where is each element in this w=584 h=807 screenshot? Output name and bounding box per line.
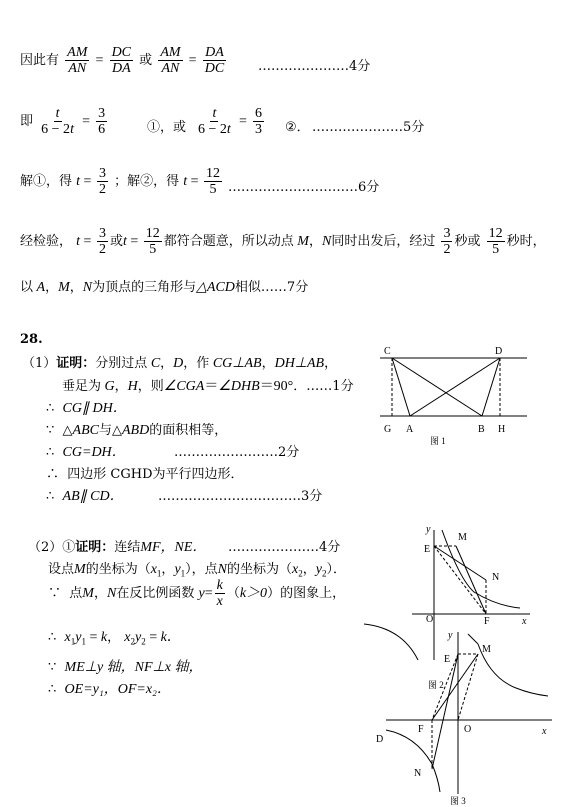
label-x: x [522,616,527,627]
text: ；解②，得 [114,174,180,189]
text: 或 [139,53,153,68]
text: ），点 [185,562,218,577]
label-m: M [458,532,467,543]
text: ①，或 [147,120,187,135]
symbol: ∵ [48,660,57,675]
part1-line1: （1）证明：分别过点 C，D，作 CG⊥AB，DH⊥AB， [22,356,338,371]
label-h: H [498,424,506,435]
dots: ………………… [258,59,349,74]
line-cb [392,358,482,416]
label-n: N [414,768,422,779]
part2-line2: 设点M的坐标为（$x_1$，$y_1$），点N的坐标为（$x_2$，$y_2$）． [48,562,346,579]
fraction-3-6: $\frac{3}{6}$ [98,106,106,137]
label-o: O [426,614,434,625]
label-d: D [376,734,384,745]
text: 经检验， [20,234,73,249]
symbol: ∴ [48,630,57,645]
text: 秒时， [506,234,546,249]
label-n: N [492,572,500,583]
text: （1） [22,356,57,371]
text: 秒或 [454,234,481,249]
part2-line4: ∴ $x_1y_1 = k$， $x_2y_2 = k$． [48,630,181,647]
part1-line2: 垂足为 G，H，则∠CGA＝∠DHB＝90°．……1分 [62,379,354,394]
text: 四边形 CGHD为平行四边形． [67,467,244,482]
text: 在反比例函数 [116,586,195,601]
text: 点 [69,586,83,601]
dots: …………………………… [158,489,301,504]
label-c: C [384,346,391,357]
text: 为顶点的三角形与 [92,280,197,295]
score-line-5 [312,116,424,135]
label-y: y [426,524,431,535]
text: 相似……7分 [234,280,309,295]
text: CG=DH． [62,445,126,460]
score: 2分 [278,445,300,460]
part1-line6 [46,463,244,482]
part1-line5 [46,441,126,461]
text: △ [62,423,73,438]
text: 同时出发后，经过 [331,234,436,249]
text: 因此有 [20,53,60,68]
text: 的坐标为（ [227,562,293,577]
symbol: ∴ [46,467,60,482]
line-solutions: 解①，得 t = $\frac{3}{2}$ ；解②，得 t = $\frac{12}{5}$ [20,166,221,197]
text: 解①，得 [20,174,73,189]
caption-fig1: 图 1 [430,436,446,446]
line-ca [392,358,410,416]
score: 3分 [301,489,323,504]
text: 设点 [48,562,75,577]
label-o: O [464,724,472,735]
part2-line1 [28,536,206,556]
text: ， [324,356,338,371]
symbol: ∴ [48,682,57,697]
score: 6分 [358,180,380,195]
label-b: B [478,424,485,435]
symbol: ∴ [46,445,55,460]
score: 5分 [403,120,425,135]
fraction-3-2: $\frac{3}{2}$ [98,166,106,197]
label-g: G [384,424,392,435]
fraction-t-2: $\frac{t}{6 - 2t}$ [198,106,231,137]
label-a: A [406,424,414,435]
part2-line5 [48,656,202,676]
text: 与△ [99,423,122,438]
fraction-dc-da: $\frac{DC}{DA}$ [111,45,132,76]
fraction-da-dc: $\frac{DA}{DC}$ [204,45,225,76]
dots: ………………… [228,540,319,555]
question-number: 28. [20,332,43,347]
fraction-k-x: $\frac{k}{x}$ [216,578,223,609]
fraction-am-an-2: $\frac{AM}{AN}$ [160,45,181,76]
text: AB∥ CD． [62,489,124,504]
score: 4分 [319,540,341,555]
fraction-12-5-b: $\frac{12}{5}$ [145,226,160,257]
fraction-6-3: $\frac{6}{3}$ [254,106,262,137]
line-proportion: 因此有 $\frac{AM}{AN}$ = $\frac{DC}{DA}$ 或 $\frac{AM}{AN}$ = $\frac{DA}{DC}$ [20,45,225,76]
hyperbola-branch-1-top [468,634,478,644]
text: （2）① [28,540,76,555]
line-equations: 即 $\frac{t}{6 - 2t}$ = $\frac{3}{6}$ [20,106,106,137]
symbol: ∴ [46,401,55,416]
label-e: E [444,654,451,665]
line-eq2: $\frac{t}{6 - 2t}$ = $\frac{6}{3}$ [198,106,262,137]
fraction-t: $\frac{t}{6 - 2t}$ [41,106,74,137]
caption-fig3: 图 3 [450,796,466,806]
score-4 [228,536,340,555]
text: 分别过点 [95,356,148,371]
line-verification: 经检验， t = $\frac{3}{2}$ 或t = $\frac{12}{5}$ 都符合题意，所以动点 M，N同时出发后，经过 $\frac{3}{2}$ 秒或 $\frac{12}{5}$ 秒时， [20,226,546,257]
dots: …………………… [174,445,278,460]
figure-1 [372,340,532,450]
fraction-3-2-c: $\frac{3}{2}$ [443,226,451,257]
part2-line3: ∵ 点M，N在反比例函数 y= $\frac{k}{x}$ （k＞0）的图象上， [48,578,346,609]
line-da [410,358,500,416]
fraction-12-5: $\frac{12}{5}$ [206,166,221,197]
score-line-4 [258,55,370,74]
label-m: M [482,644,491,655]
score-3 [158,485,322,504]
label-x: x [542,726,547,737]
label-f: F [418,724,424,735]
score: 4分 [349,59,371,74]
label-d: D [495,346,503,357]
fraction-3-2-b: $\frac{3}{2}$ [98,226,106,257]
text: ）． [326,562,346,577]
dots: ………………… [312,120,403,135]
fraction-12-5-c: $\frac{12}{5}$ [488,226,503,257]
text: ）的图象上， [267,586,346,601]
text: 都符合题意，所以动点 [163,234,294,249]
symbol: ∵ [46,423,55,438]
part1-line4: ∵ △ABC与△ABD的面积相等， [46,423,228,438]
line-en [434,546,486,580]
text: 连结 [114,540,141,555]
symbol: ∵ [48,586,62,601]
line-mf [432,654,478,720]
line-mf [456,546,486,614]
label-e: E [424,544,431,555]
text: 或 [109,234,123,249]
line-en [432,654,458,769]
text: 垂足为 [62,379,102,394]
symbol: ∴ [46,489,55,504]
text: k＞0 [239,586,268,601]
label-y: y [448,630,453,641]
text: 的坐标为（ [85,562,151,577]
text: ME⊥y 轴，NF⊥x 轴， [64,660,203,675]
score-2 [174,441,299,460]
text: 即 [20,114,34,129]
score-line-6 [228,176,379,195]
fraction-am-an: $\frac{AM}{AN}$ [67,45,88,76]
caption-fig2: 图 2 [428,680,444,690]
text: CG∥ DH． [62,401,127,416]
text: 证明： [56,356,96,371]
text: MF，NE． [140,540,207,555]
line-db [482,358,500,416]
figure-3 [376,624,556,807]
text: （ [226,586,240,601]
line-conclusion: 以 A，M，N为顶点的三角形与△ACD相似……7分 [20,280,309,295]
line-mo [458,654,478,720]
text: ，作 [183,356,210,371]
text: OE=y₁，OF=x₂． [64,682,171,697]
text: ②． [285,120,310,135]
label-f: F [484,616,490,627]
part1-line7 [46,485,124,505]
text: 证明： [75,540,115,555]
hyperbola-branch-1 [442,530,520,608]
text: 的面积相等， [149,423,228,438]
text: ，则 [137,379,164,394]
text: ．……1分 [293,379,354,394]
part2-line6 [48,678,171,698]
dots: ………………………… [228,180,358,195]
part1-line3 [46,397,127,417]
text: 以 [20,280,34,295]
